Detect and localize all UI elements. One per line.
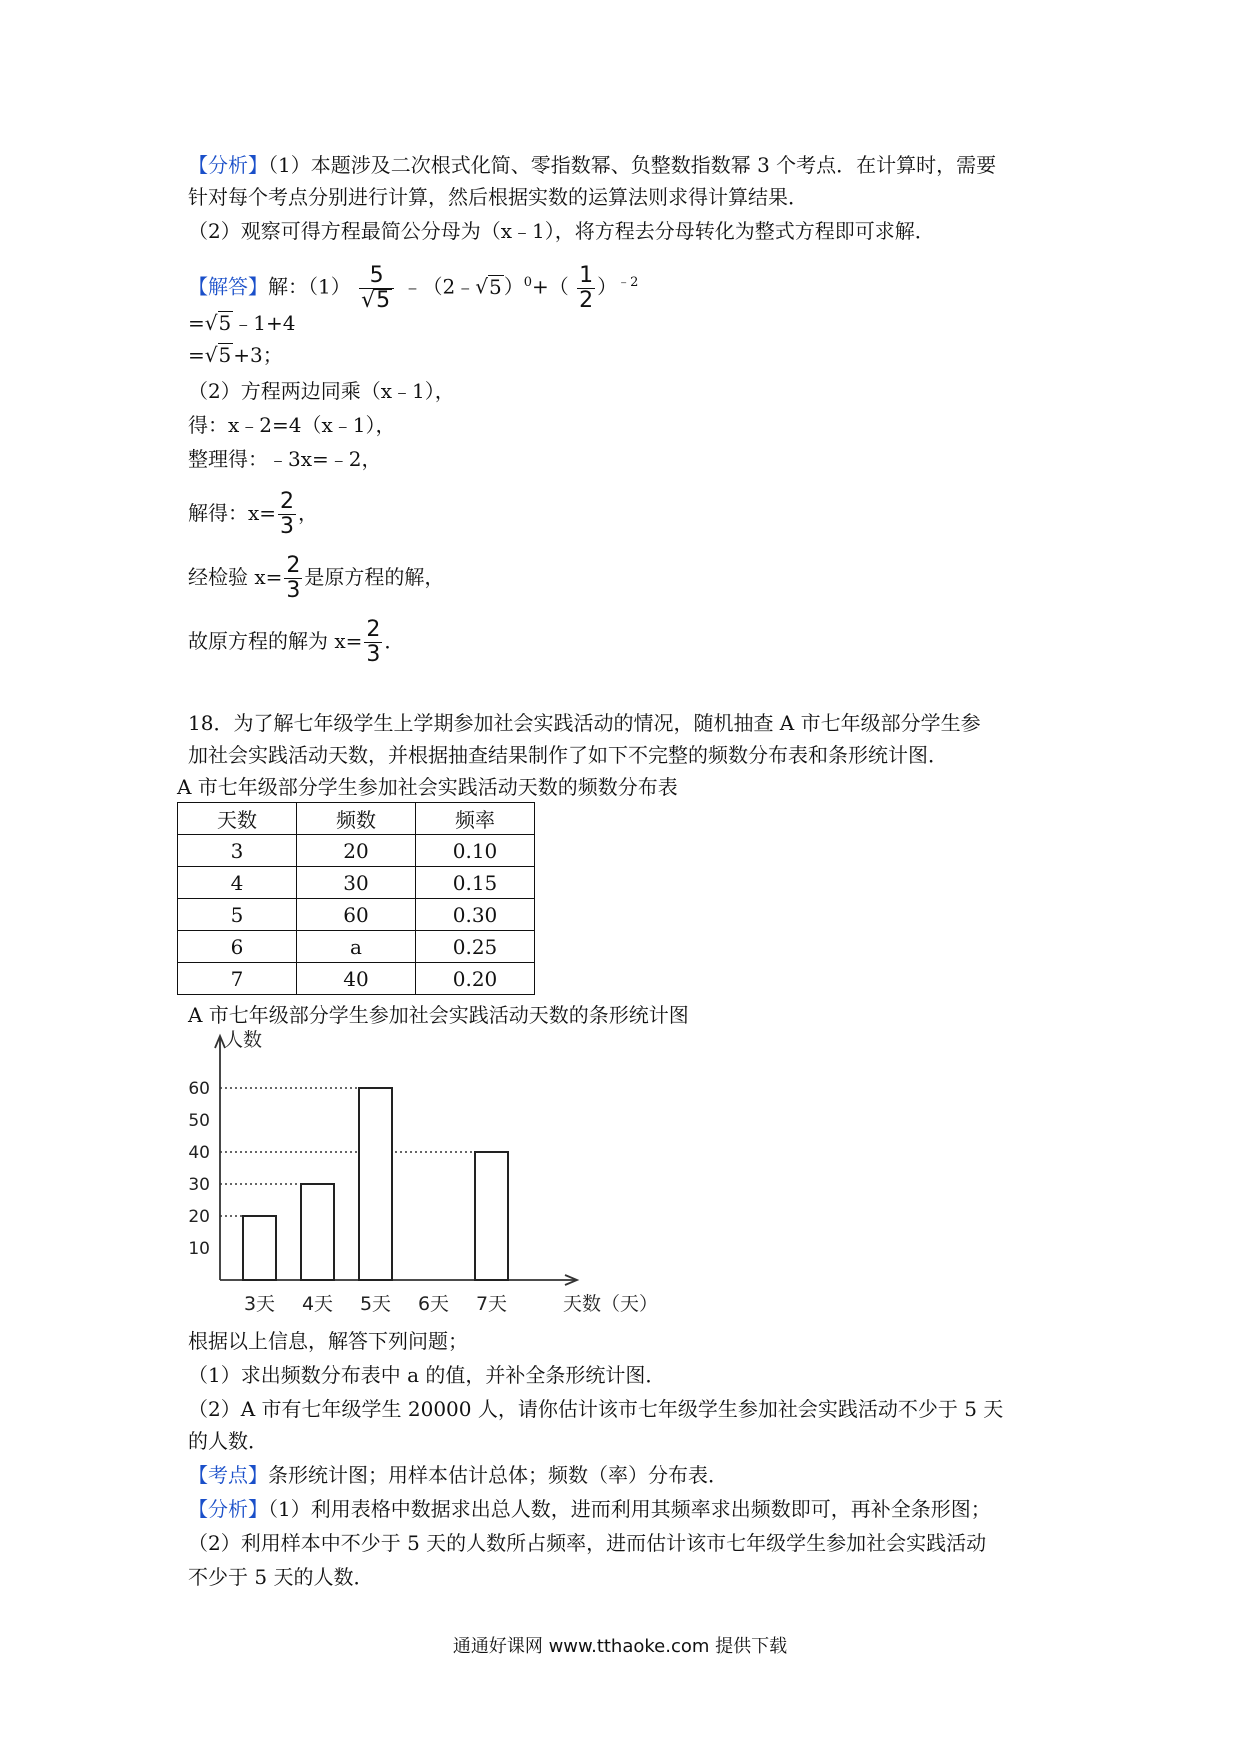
close-paren: ）	[597, 274, 618, 299]
solution-expression	[188, 258, 638, 313]
chart-title: A 市七年级部分学生参加社会实践活动天数的条形统计图	[188, 1003, 689, 1027]
table-cell: 0.20	[416, 963, 535, 995]
solution-step-1	[188, 308, 295, 338]
table-cell: 4	[178, 867, 297, 899]
kaodian-text: 条形统计图；用样本估计总体；频数（率）分布表．	[268, 1463, 728, 1487]
analysis-text-1: （1）本题涉及二次根式化简、零指数幂、负整数指数幂 3 个考点．在计算时，需要	[268, 153, 997, 177]
fraction-denominator	[359, 288, 394, 313]
fraction-numerator: 2	[286, 553, 301, 578]
plus-paren: +（	[531, 274, 569, 299]
y-tick-label: 40	[188, 1143, 210, 1163]
equals: =	[188, 311, 205, 335]
table-title: A 市七年级部分学生参加社会实践活动天数的频数分布表	[177, 775, 678, 799]
minus-paren: ﹣（2﹣	[402, 274, 476, 299]
table-row	[178, 931, 535, 963]
analysis-line-3: （2）观察可得方程最简公分母为（x﹣1），将方程去分母转化为整式方程即可求解．	[188, 219, 935, 243]
kaodian-tag: 【考点】	[188, 1463, 268, 1487]
part2-line-4	[188, 488, 318, 539]
table-cell: 3	[178, 835, 297, 867]
table-cell: 7	[178, 963, 297, 995]
table-header-row	[178, 803, 535, 835]
analysis-tag: 【分析】	[188, 1497, 268, 1521]
sqrt-icon: √	[204, 311, 218, 335]
table-row	[178, 835, 535, 867]
solve-label: 解得：x=	[188, 501, 277, 525]
kaodian-line	[188, 1460, 728, 1490]
fraction-denominator: 3	[286, 578, 301, 603]
part2-line-2: 得：x﹣2=4（x﹣1），	[188, 413, 396, 437]
analysis2-text-1: （1）利用表格中数据求出总人数，进而利用其频率求出频数即可，再补全条形图；	[268, 1497, 991, 1521]
solution-step-2	[188, 340, 283, 370]
y-tick-label: 50	[188, 1111, 210, 1131]
fraction-numerator: 2	[280, 489, 295, 514]
y-axis-label: 人数	[224, 1030, 263, 1051]
sqrt-icon: √	[204, 343, 218, 367]
bar	[475, 1152, 508, 1280]
table-header: 频率	[416, 803, 535, 835]
analysis2-line-3: 不少于 5 天的人数．	[188, 1565, 374, 1589]
y-tick-label: 10	[188, 1239, 210, 1259]
table-cell: 5	[178, 899, 297, 931]
analysis2-line-1	[188, 1494, 991, 1524]
sqrt-icon: √	[475, 274, 488, 299]
table-cell: 20	[297, 835, 416, 867]
analysis-tag: 【分析】	[188, 153, 268, 177]
analysis-line-1	[188, 150, 996, 180]
problem18-line-2: 加社会实践活动天数，并根据抽查结果制作了如下不完整的频数分布表和条形统计图．	[188, 743, 948, 767]
frequency-table	[177, 802, 535, 995]
table-cell: 0.25	[416, 931, 535, 963]
y-tick-label: 60	[188, 1079, 210, 1099]
table-header: 天数	[178, 803, 297, 835]
fraction-denominator: 3	[280, 514, 295, 539]
bar	[243, 1216, 276, 1280]
table-cell: 0.10	[416, 835, 535, 867]
x-tick-label: 6天	[417, 1293, 450, 1315]
radicand: 5	[488, 274, 502, 299]
table-cell: 30	[297, 867, 416, 899]
question-2-line-1: （2）A 市有七年级学生 20000 人，请你估计该市七年级学生参加社会实践活动不少于 5 天	[188, 1397, 1004, 1421]
fraction-numerator: 2	[366, 617, 381, 642]
y-tick-label: 30	[188, 1175, 210, 1195]
fraction-denominator: 2	[579, 287, 594, 313]
sqrt-icon: √	[361, 287, 376, 313]
bar	[301, 1184, 334, 1280]
after-chart-line: 根据以上信息，解答下列问题；	[188, 1329, 468, 1353]
part2-line-3: 整理得：﹣3x=﹣2，	[188, 447, 382, 471]
problem18-line-1: 18．为了解七年级学生上学期参加社会实践活动的情况，随机抽查 A 市七年级部分学生参	[188, 711, 981, 735]
table-cell: 0.30	[416, 899, 535, 931]
solution-tag: 【解答】	[188, 274, 268, 299]
conclusion-label: 故原方程的解为 x=	[188, 629, 363, 653]
close-paren: ）	[503, 274, 524, 299]
radicand: 5	[218, 343, 232, 367]
fraction-denominator: 3	[366, 642, 381, 667]
y-tick-label: 20	[188, 1207, 210, 1227]
x-tick-label: 4天	[301, 1293, 334, 1315]
table-row	[178, 867, 535, 899]
check-label: 经检验 x=	[188, 565, 283, 589]
solution-intro: 解：（1）	[268, 274, 351, 299]
bar-chart	[180, 1030, 670, 1330]
bar	[359, 1088, 392, 1280]
table-row	[178, 963, 535, 995]
fraction-numerator: 1	[579, 262, 594, 288]
x-tick-label: 7天	[475, 1293, 508, 1315]
fraction-half	[577, 264, 595, 313]
table-cell: 0.15	[416, 867, 535, 899]
punct: ．	[384, 629, 405, 653]
fraction-two-thirds	[278, 490, 296, 539]
punct: ，	[298, 501, 319, 525]
analysis2-line-2: （2）利用样本中不少于 5 天的人数所占频率，进而估计该市七年级学生参加社会实践活动	[188, 1531, 987, 1555]
footer-credit: 通通好课网 www.tthaoke.com 提供下载	[452, 1636, 788, 1657]
step-rest: ﹣1+4	[233, 311, 296, 335]
equals: =	[188, 343, 205, 367]
table-cell: 40	[297, 963, 416, 995]
x-tick-label: 3天	[243, 1293, 276, 1315]
fraction-5-over-root5	[359, 264, 394, 313]
exponent-neg-two: ﹣2	[617, 275, 639, 290]
question-2-line-2: 的人数．	[188, 1429, 268, 1453]
fraction-numerator: 5	[369, 262, 384, 288]
table-cell: 6	[178, 931, 297, 963]
part2-line-5	[188, 552, 444, 603]
x-axis-label: 天数（天）	[563, 1293, 659, 1315]
fraction-two-thirds	[364, 618, 382, 667]
table-header: 频数	[297, 803, 416, 835]
check-rest: 是原方程的解，	[304, 565, 445, 589]
table-cell: a	[297, 931, 416, 963]
step-rest: +3；	[233, 343, 283, 367]
radicand: 5	[218, 311, 232, 335]
table-cell: 60	[297, 899, 416, 931]
radicand: 5	[376, 287, 391, 313]
table-row	[178, 899, 535, 931]
exponent-zero: 0	[523, 275, 532, 290]
fraction-two-thirds	[284, 554, 302, 603]
analysis-line-2: 针对每个考点分别进行计算，然后根据实数的运算法则求得计算结果．	[188, 185, 808, 209]
part2-line-6	[188, 616, 404, 667]
part2-line-1: （2）方程两边同乘（x﹣1），	[188, 379, 455, 403]
x-tick-label: 5天	[359, 1293, 392, 1315]
question-1: （1）求出频数分布表中 a 的值，并补全条形统计图．	[188, 1363, 666, 1387]
